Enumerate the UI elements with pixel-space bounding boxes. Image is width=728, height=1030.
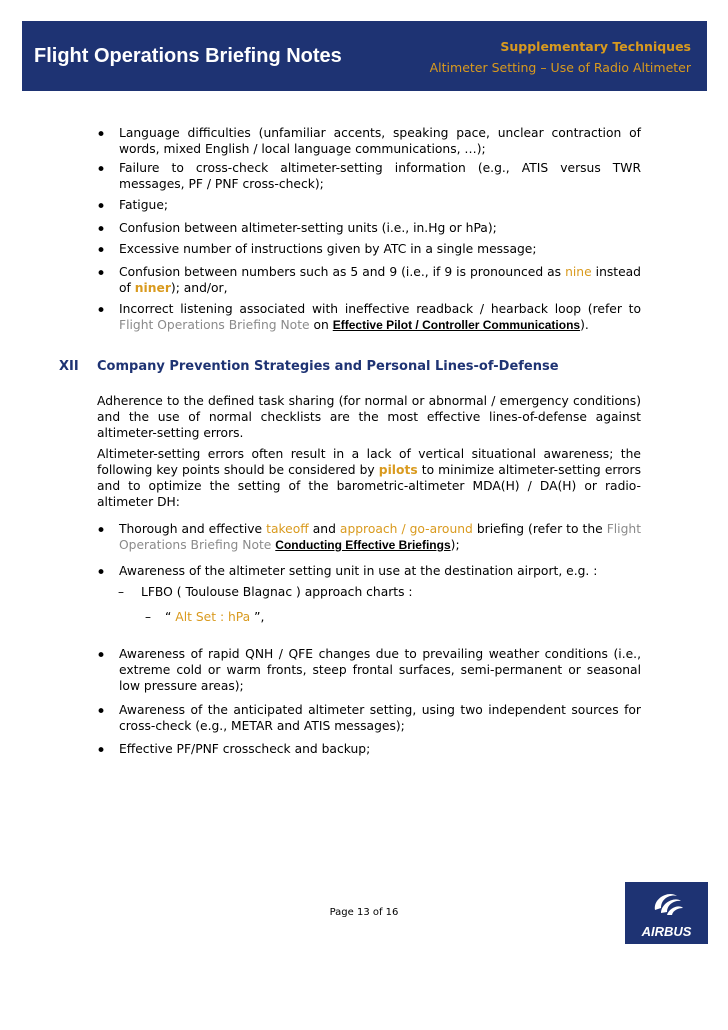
dash-icon: – [145, 610, 151, 624]
sub-list-item: LFBO ( Toulouse Blagnac ) approach charts : [141, 585, 413, 599]
list-item: Awareness of the altimeter setting unit in use at the destination airport, e.g. : [119, 564, 598, 578]
referenced-note-title[interactable]: Conducting Effective Briefings [275, 538, 451, 552]
bullet-icon: • [96, 521, 107, 541]
term-approach: approach / go-around [339, 522, 473, 536]
list-item: Failure to cross-check altimeter-setting information (e.g., ATIS versus TWR messages, PF / PNF cross-check); [119, 161, 641, 191]
list-item: Awareness of the anticipated altimeter setting, using two independent sources for cross-check (e.g., METAR and ATIS messages); [119, 703, 641, 733]
list-item: Effective PF/PNF crosscheck and backup; [119, 742, 371, 756]
section-label: Supplementary Techniques [500, 39, 691, 54]
briefing-note-link[interactable]: Flight Operations Briefing Note [119, 522, 642, 552]
list-item: Excessive number of instructions given by ATC in a single message; [119, 242, 537, 256]
section-title: Company Prevention Strategies and Personal Lines-of-Defense [97, 359, 559, 374]
bullet-icon: • [96, 241, 107, 261]
paragraph: Adherence to the defined task sharing (for normal or abnormal / emergency conditions) and the use of normal checklists are the most effective lines-of-defense against altimeter-setting errors. [97, 394, 641, 440]
doc-title: Flight Operations Briefing Notes [34, 45, 342, 67]
referenced-note-title[interactable]: Effective Pilot / Controller Communications [332, 318, 581, 332]
page-header [22, 21, 707, 91]
term-nine: nine [565, 265, 592, 279]
bullet-icon: • [96, 646, 107, 666]
dash-icon: – [118, 585, 124, 599]
bullet-icon: • [96, 741, 107, 761]
sub-sub-list-item: “ Alt Set : hPa ”, [165, 610, 265, 624]
bullet-icon: • [96, 264, 107, 284]
bullet-icon: • [96, 563, 107, 583]
alt-set-value: Alt Set : hPa [175, 610, 251, 624]
list-item: Confusion between altimeter-setting units (i.e., in.Hg or hPa); [119, 221, 497, 235]
bullet-icon: • [96, 197, 107, 217]
airbus-swirl-icon [625, 882, 708, 926]
list-item: Incorrect listening associated with ineffective readback / hearback loop (refer to Flight Operations Briefing Note on Effective Pilot / Controller Communications). [119, 302, 641, 332]
bullet-icon: • [96, 702, 107, 722]
list-item: Confusion between numbers such as 5 and 9 (i.e., if 9 is pronounced as nine instead of niner); and/or, [119, 265, 641, 295]
term-pilots: pilots [378, 463, 418, 477]
list-item: Thorough and effective takeoff and approach / go-around briefing (refer to the Flight Operations Briefing Note Conducting Effective Briefings); [119, 522, 642, 552]
bullet-icon: • [96, 125, 107, 145]
logo-wordmark: AIRBUS [641, 924, 692, 939]
airbus-logo [625, 882, 708, 944]
list-item: Awareness of rapid QNH / QFE changes due to prevailing weather conditions (i.e., extreme cold or warm fronts, steep frontal surfaces, semi-permanent or seasonal low pressure areas); [119, 647, 641, 693]
briefing-note-link[interactable]: Flight Operations Briefing Note [119, 318, 310, 332]
page-number: Page 13 of 16 [329, 907, 399, 918]
bullet-icon: • [96, 220, 107, 240]
term-niner: niner [134, 281, 171, 295]
paragraph: Altimeter-setting errors often result in a lack of vertical situational awareness; the following key points should be considered by pilots to minimize altimeter-setting errors and to optimize the setting of the barometric-altimeter MDA(H) / DA(H) or radio-altimeter DH: [97, 447, 641, 509]
topic-label: Altimeter Setting – Use of Radio Altimeter [429, 60, 691, 75]
bullet-icon: • [96, 301, 107, 321]
bullet-icon: • [96, 160, 107, 180]
section-number: XII [59, 359, 79, 374]
term-takeoff: takeoff [266, 522, 309, 536]
list-item: Fatigue; [119, 198, 169, 212]
list-item: Language difficulties (unfamiliar accents, speaking pace, unclear contraction of words, mixed English / local language communications, …); [119, 126, 641, 156]
